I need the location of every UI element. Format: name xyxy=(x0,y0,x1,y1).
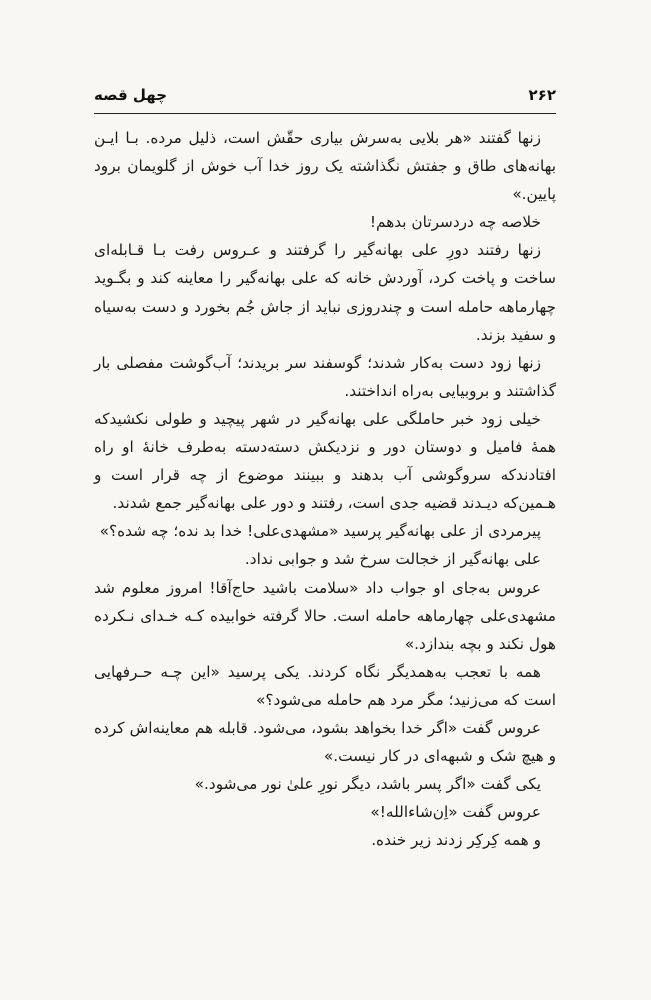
page-body xyxy=(94,124,556,854)
page-header xyxy=(94,86,556,110)
paragraph: یکی گفت «اگر پسر باشد، دیگر نورِ علیٰ نور می‌شود.» xyxy=(194,775,541,794)
paragraph: علی بهانه‌گیر از خجالت سرخ شد و جوابی نداد. xyxy=(244,550,541,569)
paragraph: زنها زود دست به‌کار شدند؛ گوسفند سر بریدند؛ آب‌گوشت مفصلی بار گذاشتند و بروبیایی به‌راه انداختند. xyxy=(94,353,556,400)
paragraph: عروس گفت «اگر خدا بخواهد بشود، می‌شود. قابله هم معاینه‌اش کرده و هیچ شک و شبهه‌ای در کار نیست.» xyxy=(94,718,556,766)
running-title: چهل قصه xyxy=(94,86,168,104)
page-number: ۲۶۲ xyxy=(528,86,556,104)
paragraph: عروس به‌جای او جواب داد «سلامت باشید حاج‌آقا! امروز معلوم شد مشهدی‌علی چهارماهه حامله است. حالا گرفته خوابیده کـه خـدای نـکرده هول نکند و بچه بندازد.» xyxy=(94,578,556,653)
header-divider xyxy=(94,113,556,114)
paragraph: و همه کِرکِر زدند زیر خنده. xyxy=(371,831,541,850)
paragraph: همه با تعجب به‌همدیگر نگاه کردند. یکی پرسید «این چـه حـرفهایی است که می‌زنید؛ مگر مرد هم حامله می‌شود؟» xyxy=(94,662,556,709)
paragraph: زنها رفتند دورِ علی بهانه‌گیر را گرفتند و عـروس رفت بـا قـابله‌ای ساخت و پاخت کرد، آوردش خانه که علی بهانه‌گیر را معاینه کند و بگـوید چهارماهه حامله است و چندروزی نباید از جاش جُم بخورد و دست به‌سیاه و سفید بزند. xyxy=(94,241,556,344)
paragraph: عروس گفت «اِن‌شاءالله!» xyxy=(370,803,541,822)
paragraph: خلاصه چه دردسرتان بدهم! xyxy=(369,213,541,232)
paragraph: پیرمردی از علی بهانه‌گیر پرسید «مشهدی‌علی! خدا بد نده؛ چه شده؟» xyxy=(99,522,541,541)
paragraph: خیلی زود خبر حاملگی علی بهانه‌گیر در شهر پیچید و طولی نکشیدکه همهٔ فامیل و دوستان دور و نزدیکش دسته‌دسته به‌طرف خانهٔ او راه افتادندکه سروگوشی آب بدهند و ببینند موضوع از چه قرار است و هـمین‌که دیـدند قضیه جدی است، رفتند و دور علی بهانه‌گیر جمع شدند. xyxy=(94,409,556,513)
paragraph: زنها گفتند «هر بلایی به‌سرش بیاری حقّش است، ذلیل مرده. بـا ایـن بهانه‌های طاق و جفتش نگذاشته یک روز خدا آب خوش از گلویمان برود پایین.» xyxy=(94,129,556,204)
